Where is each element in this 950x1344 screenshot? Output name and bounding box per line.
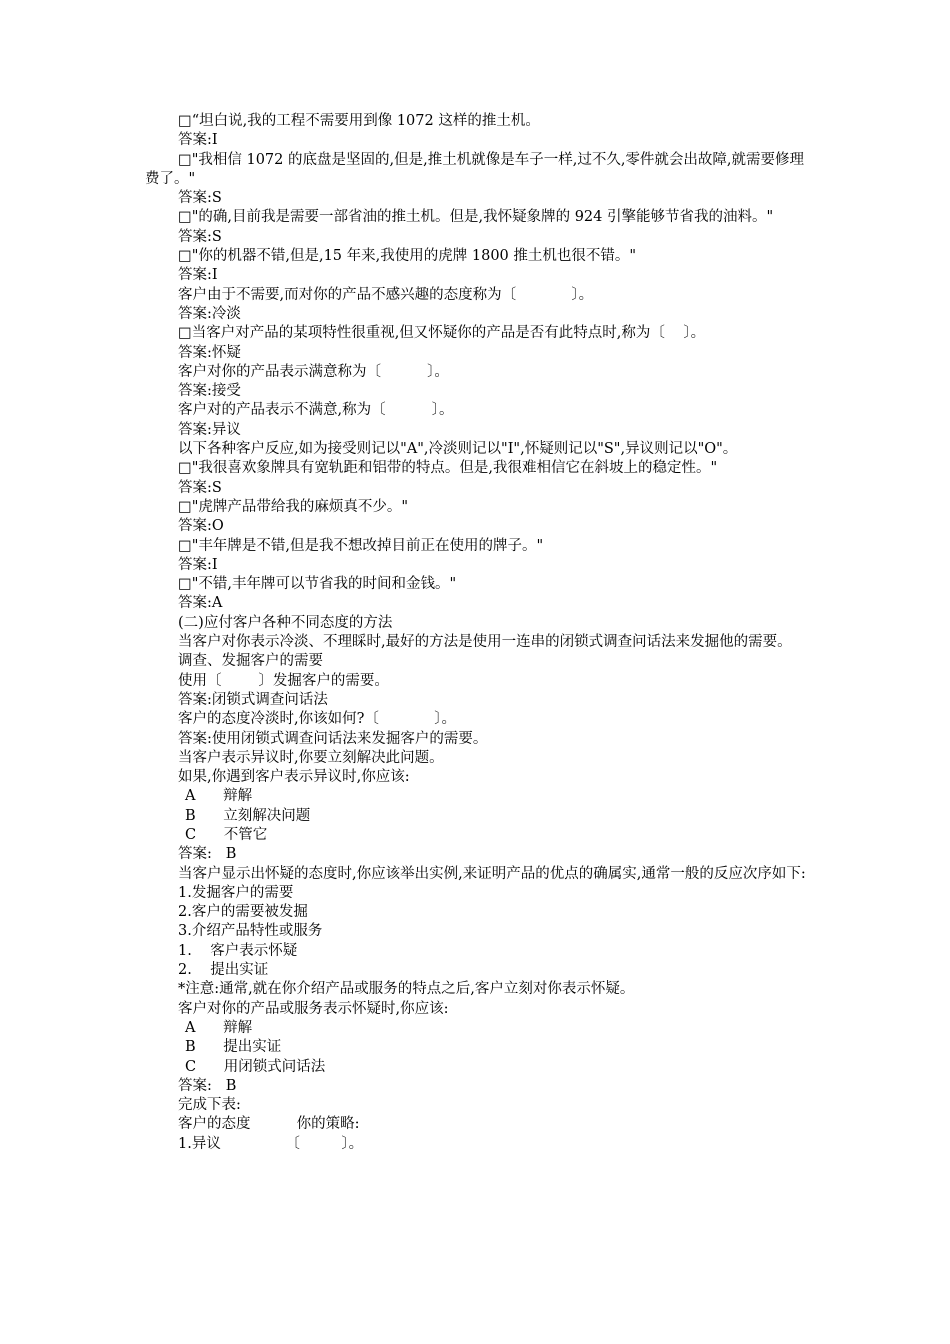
text-line: 客户的态度冷淡时,你该如何?〔 〕。 <box>178 711 456 728</box>
text-line: A 辩解 <box>185 788 253 805</box>
text-line: 答案: B <box>178 846 237 863</box>
text-line: 答案:S <box>178 190 222 207</box>
text-line: 答案: B <box>178 1077 237 1094</box>
text-line: 调查、发掘客户的需要 <box>178 653 323 670</box>
text-line: 客户对的产品表示不满意,称为〔 〕。 <box>178 402 454 419</box>
text-line: 客户的态度 你的策略: <box>178 1116 360 1133</box>
text-line: □"我很喜欢象牌具有宽轨距和铝带的特点。但是,我很难相信它在斜坡上的稳定性。" <box>178 460 718 477</box>
text-line: 完成下表: <box>178 1097 241 1114</box>
text-line: *注意:通常,就在你介绍产品或服务的特点之后,客户立刻对你表示怀疑。 <box>178 981 635 998</box>
text-line: 答案:I <box>178 267 218 284</box>
text-line: 答案:A <box>178 595 223 612</box>
text-line: □“坦白说,我的工程不需要用到像 1072 这样的推土机。 <box>178 113 540 129</box>
text-line: 1. 客户表示怀疑 <box>178 942 298 959</box>
text-line: □"丰年牌是不错,但是我不想改掉目前正在使用的牌子。" <box>178 537 544 554</box>
text-line: 2.客户的需要被发掘 <box>178 904 308 921</box>
text-line: 当客户对你表示冷淡、不理睬时,最好的方法是使用一连串的闭锁式调查问话法来发掘他的需要。 <box>178 634 792 651</box>
text-line: 答案:冷淡 <box>178 305 241 322</box>
text-line: 如果,你遇到客户表示异议时,你应该: <box>178 769 410 786</box>
text-line: 答案:I <box>178 556 218 573</box>
text-line: □"的确,目前我是需要一部省油的推土机。但是,我怀疑象牌的 924 引擎能够节省我的油料。" <box>178 209 774 226</box>
text-line: 以下各种客户反应,如为接受则记以"A",冷淡则记以"I",怀疑则记以"S",异议则记以"O"。 <box>178 441 738 458</box>
text-line: (二)应付客户各种不同态度的方法 <box>178 614 393 631</box>
text-line: 1.发掘客户的需要 <box>178 884 294 901</box>
text-line: A 辩解 <box>185 1019 253 1036</box>
text-line: 答案:接受 <box>178 383 241 400</box>
text-line: 答案:I <box>178 132 218 149</box>
text-line: B 提出实证 <box>185 1039 282 1056</box>
text-line: 客户对你的产品表示满意称为〔 〕。 <box>178 363 449 380</box>
text-line: 使用〔 〕发掘客户的需要。 <box>178 672 389 689</box>
text-line: □当客户对产品的某项特性很重视,但又怀疑你的产品是否有此特点时,称为〔 〕。 <box>178 325 706 342</box>
text-line: □"你的机器不错,但是,15 年来,我使用的虎牌 1800 推土机也很不错。" <box>178 248 637 265</box>
text-line: 2. 提出实证 <box>178 962 269 979</box>
text-line: □"不错,丰年牌可以节省我的时间和金钱。" <box>178 576 457 593</box>
text-line: 答案:使用闭锁式调查问话法来发掘客户的需要。 <box>178 730 488 747</box>
text-line: 当客户表示异议时,你要立刻解决此问题。 <box>178 749 444 766</box>
text-line: 答案:O <box>178 518 224 535</box>
text-line: 答案:S <box>178 479 222 496</box>
text-line: C 用闭锁式问话法 <box>185 1058 326 1075</box>
text-line: B 立刻解决问题 <box>185 807 311 824</box>
text-line: 1.异议 〔 〕。 <box>178 1135 364 1152</box>
text-line: 3.介绍产品特性或服务 <box>178 923 323 940</box>
text-line: 答案:闭锁式调查问话法 <box>178 691 328 708</box>
text-line: 客户由于不需要,而对你的产品不感兴趣的态度称为〔 〕。 <box>178 286 594 303</box>
text-line: 答案:异议 <box>178 421 241 438</box>
text-line: 当客户显示出怀疑的态度时,你应该举出实例,来证明产品的优点的确属实,通常一般的反应次序如下: <box>178 865 806 882</box>
document-body <box>145 112 810 1154</box>
text-line: □"虎牌产品带给我的麻烦真不少。" <box>178 498 409 515</box>
text-line: □"我相信 1072 的底盘是坚固的,但是,推土机就像是车子一样,过不久,零件就会出故障,就需要修理费了。" <box>145 151 805 187</box>
text-line: 客户对你的产品或服务表示怀疑时,你应该: <box>178 1000 449 1017</box>
text-line: 答案:怀疑 <box>178 344 241 361</box>
text-line: 答案:S <box>178 228 222 245</box>
text-line: C 不管它 <box>185 826 268 843</box>
